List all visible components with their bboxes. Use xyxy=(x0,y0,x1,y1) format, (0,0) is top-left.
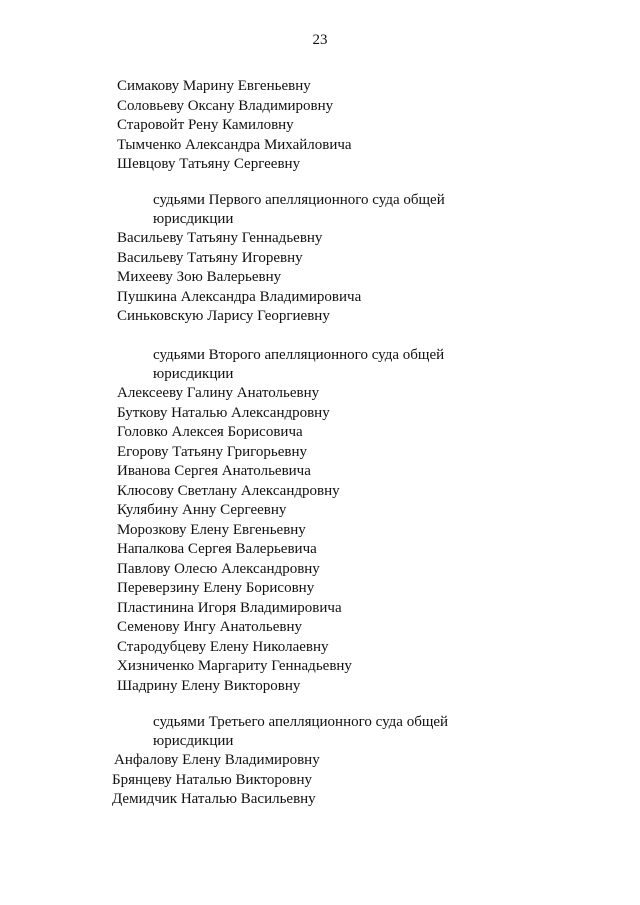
list-item: Стародубцеву Елену Николаевну xyxy=(117,638,329,655)
list-item: Синьковскую Ларису Георгиевну xyxy=(117,308,330,324)
list-item: Демидчик Наталью Васильевну xyxy=(112,791,316,807)
list-item: Напалкова Сергея Валерьевича xyxy=(117,541,317,557)
list-item: Егорову Татьяну Григорьевну xyxy=(117,443,308,460)
list-item: Васильеву Татьяну Геннадьевну xyxy=(117,230,323,246)
list-item: Павлову Олесю Александровну xyxy=(117,560,320,577)
list-item: Старовойт Рену Камиловну xyxy=(117,117,294,133)
list-item: Шевцову Татьяну Сергеевну xyxy=(117,156,301,172)
first-court-section xyxy=(0,191,640,327)
list-item: Шадрину Елену Викторовну xyxy=(117,677,301,694)
list-item: Семенову Ингу Анатольевну xyxy=(117,619,302,635)
list-item: Симакову Марину Евгеньевну xyxy=(117,78,311,94)
list-item: Михееву Зою Валерьевну xyxy=(117,269,282,285)
list-item: Алексееву Галину Анатольевну xyxy=(117,385,320,401)
list-item: Анфалову Елену Владимировну xyxy=(114,752,320,768)
third-court-section xyxy=(0,713,640,810)
page-number: 23 xyxy=(312,32,328,48)
third-court-heading: судьями Третьего апелляционного суда общей юрисдикции xyxy=(153,714,449,749)
list-item: Морозкову Елену Евгеньевну xyxy=(117,521,306,538)
list-item: Пушкина Александра Владимировича xyxy=(117,288,362,305)
list-item: Соловьеву Оксану Владимировну xyxy=(117,97,334,114)
list-item: Васильеву Татьяну Игоревну xyxy=(117,249,303,266)
second-court-heading: судьями Второго апелляционного суда общей юрисдикции xyxy=(153,347,445,382)
list-item: Клюсову Светлану Александровну xyxy=(117,482,340,499)
first-court-heading: судьями Первого апелляционного суда общей юрисдикции xyxy=(153,192,445,227)
intro-name-section xyxy=(0,77,640,175)
list-item: Брянцеву Наталью Викторовну xyxy=(112,771,313,788)
intro-name-list xyxy=(0,77,640,175)
list-item: Кулябину Анну Сергеевну xyxy=(117,502,287,518)
second-court-section xyxy=(0,346,640,696)
third-court-name-list xyxy=(0,751,640,810)
list-item: Пластинина Игоря Владимировича xyxy=(117,599,342,616)
second-court-name-list xyxy=(0,384,640,696)
list-item: Хизниченко Маргариту Геннадьевну xyxy=(117,658,352,674)
list-item: Головко Алексея Борисовича xyxy=(117,424,303,440)
list-item: Буткову Наталью Александровну xyxy=(117,404,330,421)
list-item: Иванова Сергея Анатольевича xyxy=(117,463,311,479)
list-item: Переверзину Елену Борисовну xyxy=(117,580,315,596)
list-item: Тымченко Александра Михайловича xyxy=(117,136,352,153)
first-court-name-list xyxy=(0,229,640,327)
